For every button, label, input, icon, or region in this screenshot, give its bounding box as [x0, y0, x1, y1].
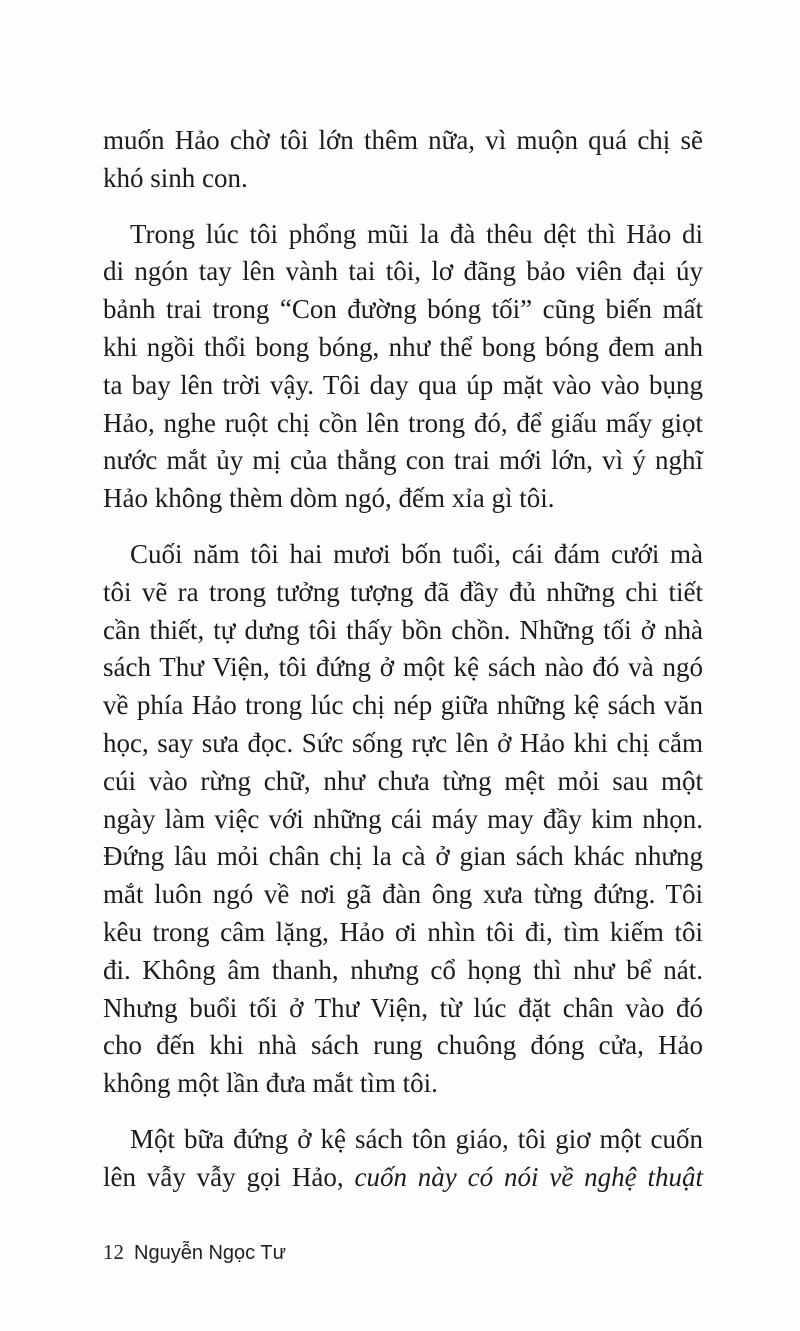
page-number: 12 [103, 1240, 124, 1264]
text-line: Trong lúc tôi phổng mũi la đà thêu dệt thì Hảo di [130, 218, 703, 249]
text-line: cần thiết, tự dưng tôi thấy bồn chồn. Những tối ở nhà [103, 614, 703, 645]
text-line: khi ngồi thổi bong bóng, như thể bong bóng đem anh [103, 331, 703, 362]
body-text [103, 122, 703, 1197]
paragraph [103, 536, 703, 1103]
paragraph [103, 122, 703, 198]
text-line: muốn Hảo chờ tôi lớn thêm nữa, vì muộn quá chị sẽ [103, 125, 703, 155]
text-line: sách Thư Viện, tôi đứng ở một kệ sách nào đó và ngó [103, 652, 703, 683]
page-footer [103, 1240, 286, 1265]
text-italic: cuốn này có nói về nghệ thuật [354, 1161, 703, 1192]
text-line: học, say sưa đọc. Sức sống rực lên ở Hảo khi chị cắm [103, 727, 703, 758]
text-line: tôi vẽ ra trong tưởng tượng đã đầy đủ những chi tiết [103, 576, 703, 607]
text-line-mixed [103, 1159, 703, 1197]
text-line: cúi vào rừng chữ, như chưa từng mệt mỏi sau một [103, 765, 703, 796]
text-line: về phía Hảo trong lúc chị nép giữa những kệ sách văn [103, 690, 703, 721]
text-plain: lên vẫy vẫy gọi Hảo, [103, 1161, 355, 1192]
text-line: khó sinh con. [103, 162, 248, 193]
text-line: di ngón tay lên vành tai tôi, lơ đãng bảo viên đại úy [103, 256, 703, 287]
text-line: Hảo, nghe ruột chị cồn lên trong đó, để giấu mấy giọt [103, 407, 703, 438]
text-line: Một bữa đứng ở kệ sách tôn giáo, tôi giơ một cuốn [130, 1123, 703, 1154]
text-line: nước mắt ủy mị của thằng con trai mới lớn, vì ý nghĩ [103, 445, 703, 476]
paragraph [103, 1121, 703, 1197]
text-line: bảnh trai trong “Con đường bóng tối” cũng biến mất [103, 294, 703, 325]
text-line: mắt luôn ngó về nơi gã đàn ông xưa từng đứng. Tôi [103, 879, 703, 910]
text-line: cho đến khi nhà sách rung chuông đóng cửa, Hảo [103, 1030, 703, 1061]
text-line: ngày làm việc với những cái máy may đầy kim nhọn. [103, 803, 703, 834]
text-line: Đứng lâu mỏi chân chị la cà ở gian sách khác nhưng [103, 841, 703, 872]
text-line: Hảo không thèm dòm ngó, đếm xỉa gì tôi. [103, 483, 555, 514]
author-name: Nguyễn Ngọc Tư [134, 1242, 286, 1264]
text-line: kêu trong câm lặng, Hảo ơi nhìn tôi đi, tìm kiếm tôi [103, 916, 703, 947]
text-line: Cuối năm tôi hai mươi bốn tuổi, cái đám cưới mà [130, 538, 703, 569]
text-line: Nhưng buổi tối ở Thư Viện, từ lúc đặt chân vào đó [103, 992, 703, 1023]
text-line: không một lần đưa mắt tìm tôi. [103, 1068, 438, 1099]
paragraph [103, 216, 703, 518]
text-line: đi. Không âm thanh, nhưng cổ họng thì như bể nát. [103, 954, 703, 985]
text-line: ta bay lên trời vậy. Tôi day qua úp mặt vào vào bụng [103, 369, 703, 400]
